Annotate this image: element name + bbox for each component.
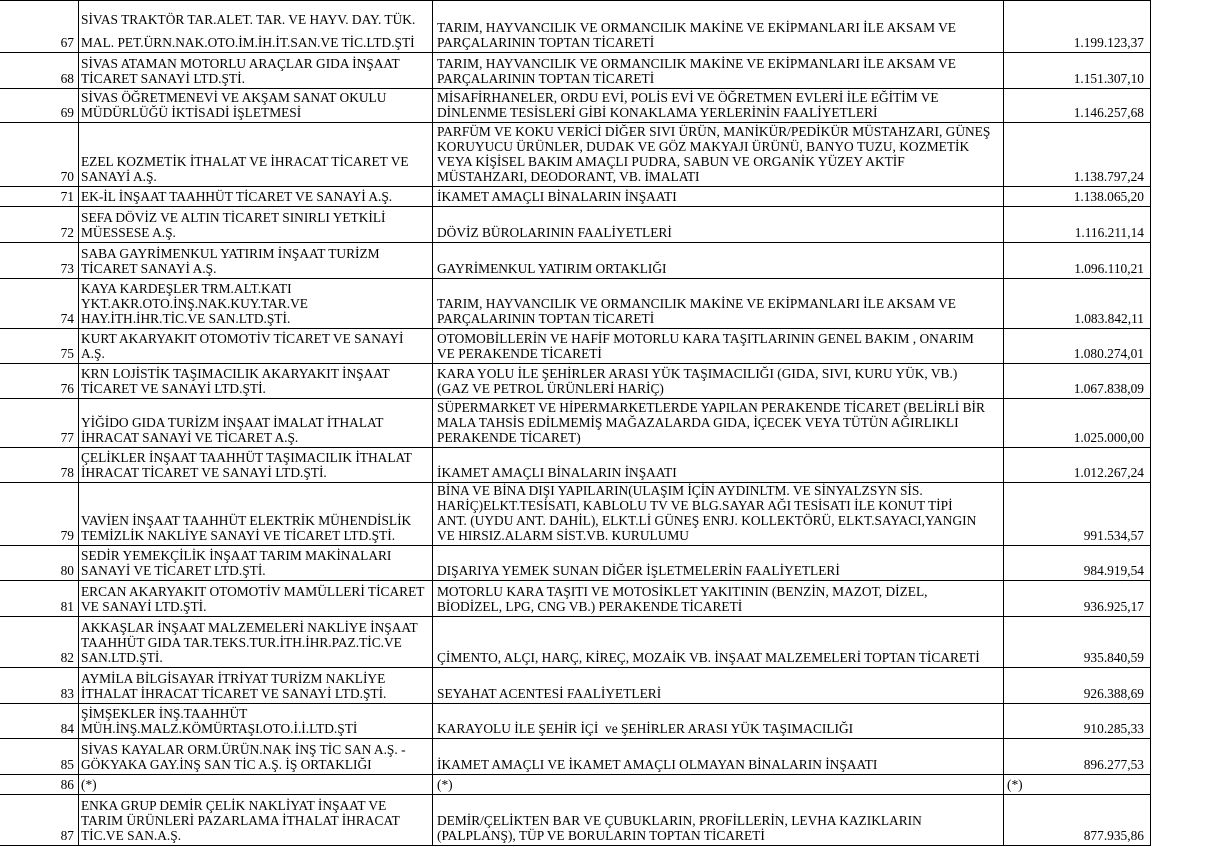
activity-line: MALA TAHSİS EDİLMEMİŞ MAĞAZALARDA GIDA, İÇECEK VEYA TÜTÜN AĞIRLIKLI: [437, 415, 959, 430]
amount-cell: [1004, 581, 1151, 616]
company-name-cell: [79, 795, 433, 845]
rank-number: 68: [60, 71, 74, 86]
rank-number: 74: [60, 311, 74, 326]
activity-line: TARIM, HAYVANCILIK VE ORMANCILIK MAKİNE VE EKİPMANLARI İLE AKSAM VE: [437, 296, 956, 311]
amount-cell: [1004, 207, 1151, 242]
activity-cell: [433, 775, 1004, 794]
activity-line: BİNA VE BİNA DIŞI YAPILARIN(ULAŞIM İÇİN AYDINLTM. VE SİNYALZSYN SİS.: [437, 483, 923, 498]
table-row: [0, 1, 1151, 53]
company-name-line: AKKAŞLAR İNŞAAT MALZEMELERİ NAKLİYE İNŞAAT: [81, 620, 418, 635]
company-name-line: SANAYİ A.Ş.: [81, 169, 157, 184]
amount-value: 1.080.274,01: [1073, 346, 1144, 361]
table-row: [0, 187, 1151, 207]
company-name-cell: [79, 617, 433, 667]
rank-number: 70: [60, 169, 74, 184]
amount-cell: [1004, 89, 1151, 122]
table-row: [0, 483, 1151, 546]
amount-cell: [1004, 187, 1151, 206]
company-name-cell: [79, 187, 433, 206]
company-name-line: EK-İL İNŞAAT TAAHHÜT TİCARET VE SANAYİ A.Ş.: [81, 189, 393, 204]
activity-line: KARAYOLU İLE ŞEHİR İÇİ ve ŞEHİRLER ARASI YÜK TAŞIMACILIĞI: [437, 721, 854, 736]
activity-cell: [433, 123, 1004, 186]
amount-value: 1.138.065,20: [1073, 189, 1144, 204]
table-row: [0, 89, 1151, 123]
amount-cell: [1004, 329, 1151, 363]
activity-line: MOTORLU KARA TAŞITI VE MOTOSİKLET YAKITININ (BENZİN, MAZOT, DİZEL,: [437, 584, 928, 599]
rank-number: 71: [60, 189, 74, 204]
table-row: [0, 364, 1151, 399]
amount-value: 1.116.211,14: [1074, 225, 1144, 240]
table-row: [0, 123, 1151, 187]
table-row: [0, 704, 1151, 739]
rank-cell: [0, 187, 79, 206]
company-name-cell: [79, 243, 433, 278]
activity-line: (PALPLANŞ), TÜP VE BORULARIN TOPTAN TİCARETİ: [437, 828, 765, 843]
rank-number: 67: [60, 35, 74, 50]
rank-cell: [0, 207, 79, 242]
activity-cell: [433, 795, 1004, 845]
rank-cell: [0, 364, 79, 398]
activity-line: VE HIRSIZ.ALARM SİST.VB. KURULUMU: [437, 528, 689, 543]
company-name-line: MAL. PET.ÜRN.NAK.OTO.İM.İH.İT.SAN.VE TİC.LTD.ŞTİ: [81, 35, 415, 50]
rank-cell: [0, 739, 79, 774]
rank-number: 82: [60, 650, 74, 665]
company-name-line: ERCAN AKARYAKIT OTOMOTİV MAMÜLLERİ TİCARET: [81, 584, 425, 599]
company-name-line: SİVAS TRAKTÖR TAR.ALET. TAR. VE HAYV. DAY. TÜK.: [81, 12, 416, 27]
rank-cell: [0, 53, 79, 88]
company-name-line: YKT.AKR.OTO.İNŞ.NAK.KUY.TAR.VE: [81, 296, 308, 311]
activity-line: PARÇALARININ TOPTAN TİCARETİ: [437, 71, 655, 86]
amount-value: 1.151.307,10: [1073, 71, 1144, 86]
amount-cell: [1004, 739, 1151, 774]
table-row: [0, 581, 1151, 617]
rank-cell: [0, 581, 79, 616]
amount-value: 877.935,86: [1083, 828, 1144, 843]
activity-cell: [433, 617, 1004, 667]
rank-cell: [0, 279, 79, 328]
company-name-line: TEMİZLİK NAKLİYE SANAYİ VE TİCARET LTD.ŞTİ.: [81, 528, 396, 543]
company-name-line: YİĞİDO GIDA TURİZM İNŞAAT İMALAT İTHALAT: [81, 415, 384, 430]
company-name-line: AYMİLA BİLGİSAYAR İTRİYAT TURİZM NAKLİYE: [81, 671, 386, 686]
company-name-line: ÇELİKLER İNŞAAT TAAHHÜT TAŞIMACILIK İTHALAT: [81, 450, 412, 465]
amount-value: 991.534,57: [1083, 528, 1144, 543]
rank-number: 84: [60, 721, 74, 736]
amount-value: (*): [1007, 777, 1023, 792]
table-row: [0, 546, 1151, 581]
amount-cell: [1004, 668, 1151, 703]
activity-cell: [433, 704, 1004, 738]
activity-line: GAYRİMENKUL YATIRIM ORTAKLIĞI: [437, 261, 667, 276]
amount-cell: [1004, 1, 1151, 52]
table-row: [0, 53, 1151, 89]
activity-cell: [433, 243, 1004, 278]
activity-line: PARFÜM VE KOKU VERİCİ DİĞER SIVI ÜRÜN, MANİKÜR/PEDİKÜR MÜSTAHZARI, GÜNEŞ: [437, 124, 991, 139]
activity-line: (GAZ VE PETROL ÜRÜNLERİ HARİÇ): [437, 381, 664, 396]
rank-cell: [0, 399, 79, 447]
rank-cell: [0, 123, 79, 186]
company-name-line: TİC.VE SAN.A.Ş.: [81, 828, 182, 843]
amount-cell: [1004, 399, 1151, 447]
activity-line: KARA YOLU İLE ŞEHİRLER ARASI YÜK TAŞIMACILIĞI (GIDA, SIVI, KURU YÜK, VB.): [437, 366, 958, 381]
activity-line: DIŞARIYA YEMEK SUNAN DİĞER İŞLETMELERİN FAALİYETLERİ: [437, 563, 840, 578]
activity-cell: [433, 187, 1004, 206]
activity-line: OTOMOBİLLERİN VE HAFİF MOTORLU KARA TAŞITLARININ GENEL BAKIM , ONARIM: [437, 331, 974, 346]
amount-cell: [1004, 483, 1151, 545]
table-row: [0, 668, 1151, 704]
activity-line: TARIM, HAYVANCILIK VE ORMANCILIK MAKİNE VE EKİPMANLARI İLE AKSAM VE: [437, 20, 956, 35]
company-name-line: TİCARET VE SANAYİ LTD.ŞTİ.: [81, 381, 266, 396]
company-name-cell: [79, 399, 433, 447]
amount-value: 935.840,59: [1083, 650, 1144, 665]
rank-cell: [0, 795, 79, 845]
company-name-cell: [79, 448, 433, 482]
activity-line: İKAMET AMAÇLI BİNALARIN İNŞAATI: [437, 189, 677, 204]
table-row: [0, 617, 1151, 668]
rank-number: 76: [60, 381, 74, 396]
company-name-line: SİVAS ÖĞRETMENEVİ VE AKŞAM SANAT OKULU: [81, 90, 387, 105]
rank-number: 81: [60, 599, 74, 614]
amount-cell: [1004, 123, 1151, 186]
company-name-line: MÜH.İNŞ.MALZ.KÖMÜRTAŞI.OTO.İ.İ.LTD.ŞTİ: [81, 721, 358, 736]
activity-cell: [433, 89, 1004, 122]
rank-cell: [0, 483, 79, 545]
table-row: [0, 329, 1151, 364]
company-name-line: ŞİMŞEKLER İNŞ.TAAHHÜT: [81, 706, 248, 721]
company-name-line: SİVAS KAYALAR ORM.ÜRÜN.NAK İNŞ TİC SAN A.Ş. -: [81, 742, 406, 757]
company-name-cell: [79, 364, 433, 398]
rank-cell: [0, 1, 79, 52]
company-name-line: EZEL KOZMETİK İTHALAT VE İHRACAT TİCARET VE: [81, 154, 409, 169]
company-name-line: TİCARET SANAYİ A.Ş.: [81, 261, 217, 276]
company-name-cell: [79, 668, 433, 703]
table-row: [0, 739, 1151, 775]
company-name-cell: [79, 483, 433, 545]
rank-number: 86: [60, 777, 74, 792]
company-name-line: VE SANAYİ LTD.ŞTİ.: [81, 599, 207, 614]
activity-cell: [433, 279, 1004, 328]
company-name-line: MÜESSESE A.Ş.: [81, 225, 176, 240]
company-name-cell: [79, 123, 433, 186]
company-name-cell: [79, 329, 433, 363]
company-name-cell: [79, 704, 433, 738]
activity-line: HARİÇ)ELKT.TESİSATI, KABLOLU TV VE BLG.SAYAR AĞI TESİSATI İLE KONUT TİPİ: [437, 498, 953, 513]
activity-line: İKAMET AMAÇLI VE İKAMET AMAÇLI OLMAYAN BİNALARIN İNŞAATI: [437, 757, 878, 772]
activity-line: ANT. (UYDU ANT. DAHİL), ELKT.Lİ GÜNEŞ ENRJ. KOLLEKTÖRÜ, ELKT.SAYACI,YANGIN: [437, 513, 977, 528]
activity-cell: [433, 364, 1004, 398]
company-name-line: KAYA KARDEŞLER TRM.ALT.KATI: [81, 281, 292, 296]
company-name-line: SANAYİ VE TİCARET LTD.ŞTİ.: [81, 563, 266, 578]
company-name-cell: [79, 546, 433, 580]
company-name-cell: [79, 207, 433, 242]
amount-value: 1.146.257,68: [1073, 105, 1144, 120]
company-name-line: SABA GAYRİMENKUL YATIRIM İNŞAAT TURİZM: [81, 246, 380, 261]
activity-line: SÜPERMARKET VE HİPERMARKETLERDE YAPILAN PERAKENDE TİCARET (BELİRLİ BİR: [437, 400, 985, 415]
company-name-line: KURT AKARYAKIT OTOMOTİV TİCARET VE SANAYİ: [81, 331, 404, 346]
company-name-cell: [79, 1, 433, 52]
activity-line: PARÇALARININ TOPTAN TİCARETİ: [437, 311, 655, 326]
activity-line: PARÇALARININ TOPTAN TİCARETİ: [437, 35, 655, 50]
amount-cell: [1004, 775, 1151, 794]
rank-cell: [0, 668, 79, 703]
company-name-cell: [79, 581, 433, 616]
table-row: [0, 448, 1151, 483]
rank-number: 72: [60, 225, 74, 240]
amount-cell: [1004, 546, 1151, 580]
company-name-line: TİCARET SANAYİ LTD.ŞTİ.: [81, 71, 245, 86]
amount-value: 926.388,69: [1083, 686, 1144, 701]
company-name-line: HAY.İTH.İHR.TİC.VE SAN.LTD.ŞTİ.: [81, 311, 291, 326]
rank-number: 69: [60, 105, 74, 120]
rank-cell: [0, 704, 79, 738]
amount-value: 896.277,53: [1083, 757, 1144, 772]
company-name-cell: [79, 53, 433, 88]
activity-line: DÖVİZ BÜROLARININ FAALİYETLERİ: [437, 225, 672, 240]
company-name-line: SEFA DÖVİZ VE ALTIN TİCARET SINIRLI YETKİLİ: [81, 210, 386, 225]
company-name-line: KRN LOJİSTİK TAŞIMACILIK AKARYAKIT İNŞAAT: [81, 366, 390, 381]
company-name-line: TAAHHÜT GIDA TAR.TEKS.TUR.İTH.İHR.PAZ.TİC.VE: [81, 635, 402, 650]
company-name-line: İHRACAT SANAYİ VE TİCARET A.Ş.: [81, 430, 299, 445]
amount-value: 1.199.123,37: [1073, 35, 1144, 50]
activity-line: SEYAHAT ACENTESİ FAALİYETLERİ: [437, 686, 662, 701]
table-row: [0, 795, 1151, 846]
activity-line: (*): [437, 777, 453, 792]
company-name-line: A.Ş.: [81, 346, 105, 361]
table-row: [0, 207, 1151, 243]
rank-cell: [0, 329, 79, 363]
activity-cell: [433, 739, 1004, 774]
company-name-line: MÜDÜRLÜĞÜ İKTİSADİ İŞLETMESİ: [81, 105, 302, 120]
company-name-line: ENKA GRUP DEMİR ÇELİK NAKLİYAT İNŞAAT VE: [81, 798, 387, 813]
activity-cell: [433, 668, 1004, 703]
amount-cell: [1004, 279, 1151, 328]
amount-value: 1.096.110,21: [1074, 261, 1144, 276]
rank-number: 78: [60, 465, 74, 480]
amount-cell: [1004, 243, 1151, 278]
activity-cell: [433, 546, 1004, 580]
activity-line: İKAMET AMAÇLI BİNALARIN İNŞAATI: [437, 465, 677, 480]
company-name-cell: [79, 89, 433, 122]
company-name-line: SEDİR YEMEKÇİLİK İNŞAAT TARIM MAKİNALARI: [81, 548, 392, 563]
activity-line: DİNLENME TESİSLERİ GİBİ KONAKLAMA YERLERİNİN FAALİYETLERİ: [437, 105, 878, 120]
activity-line: ÇİMENTO, ALÇI, HARÇ, KİREÇ, MOZAİK VB. İNŞAAT MALZEMELERİ TOPTAN TİCARETİ: [437, 650, 980, 665]
activity-line: TARIM, HAYVANCILIK VE ORMANCILIK MAKİNE VE EKİPMANLARI İLE AKSAM VE: [437, 56, 956, 71]
table-row: [0, 399, 1151, 448]
company-name-cell: [79, 775, 433, 794]
rank-cell: [0, 617, 79, 667]
company-name-line: GÖKYAKA GAY.İNŞ SAN TİC A.Ş. İŞ ORTAKLIĞI: [81, 757, 372, 772]
rank-cell: [0, 243, 79, 278]
activity-cell: [433, 329, 1004, 363]
activity-cell: [433, 53, 1004, 88]
table-row: [0, 775, 1151, 795]
amount-value: 1.083.842,11: [1074, 311, 1144, 326]
activity-cell: [433, 1, 1004, 52]
company-name-line: SAN.LTD.ŞTİ.: [81, 650, 163, 665]
rank-number: 79: [60, 528, 74, 543]
rank-number: 77: [60, 430, 74, 445]
rank-number: 87: [60, 828, 74, 843]
amount-value: 910.285,33: [1083, 721, 1144, 736]
activity-line: MÜSTAHZARI, DEODORANT, VB. İMALATI: [437, 169, 700, 184]
rank-number: 83: [60, 686, 74, 701]
amount-value: 1.012.267,24: [1073, 465, 1144, 480]
company-name-cell: [79, 739, 433, 774]
amount-value: 984.919,54: [1083, 563, 1144, 578]
activity-line: PERAKENDE TİCARET): [437, 430, 581, 445]
activity-line: MİSAFİRHANELER, ORDU EVİ, POLİS EVİ VE ÖĞRETMEN EVLERİ İLE EĞİTİM VE: [437, 90, 939, 105]
amount-cell: [1004, 617, 1151, 667]
company-name-line: İHRACAT TİCARET VE SANAYİ LTD.ŞTİ.: [81, 465, 327, 480]
rank-number: 85: [60, 757, 74, 772]
activity-cell: [433, 207, 1004, 242]
activity-line: VE PERAKENDE TİCARETİ: [437, 346, 602, 361]
rank-cell: [0, 546, 79, 580]
company-name-cell: [79, 279, 433, 328]
company-name-line: İTHALAT İHRACAT TİCARET VE SANAYİ LTD.ŞTİ.: [81, 686, 387, 701]
activity-line: BİODİZEL, LPG, CNG VB.) PERAKENDE TİCARETİ: [437, 599, 743, 614]
company-name-line: (*): [81, 777, 97, 792]
rank-cell: [0, 89, 79, 122]
table-row: [0, 243, 1151, 279]
activity-line: DEMİR/ÇELİKTEN BAR VE ÇUBUKLARIN, PROFİLLERİN, LEVHA KAZIKLARIN: [437, 813, 922, 828]
amount-cell: [1004, 448, 1151, 482]
amount-cell: [1004, 795, 1151, 845]
activity-cell: [433, 483, 1004, 545]
activity-line: VEYA KİŞİSEL BAKIM AMAÇLI PUDRA, SABUN VE ORGANİK YÜZEY AKTİF: [437, 154, 905, 169]
rank-cell: [0, 448, 79, 482]
activity-cell: [433, 399, 1004, 447]
activity-cell: [433, 581, 1004, 616]
amount-value: 1.025.000,00: [1073, 430, 1144, 445]
activity-line: KORUYUCU ÜRÜNLER, DUDAK VE GÖZ MAKYAJI ÜRÜNÜ, BANYO TUZU, KOZMETİK: [437, 139, 970, 154]
amount-value: 936.925,17: [1083, 599, 1144, 614]
amount-value: 1.067.838,09: [1073, 381, 1144, 396]
amount-cell: [1004, 364, 1151, 398]
rank-number: 75: [60, 346, 74, 361]
company-name-line: TARIM ÜRÜNLERİ PAZARLAMA İTHALAT İHRACAT: [81, 813, 400, 828]
rank-number: 73: [60, 261, 74, 276]
rank-number: 80: [60, 563, 74, 578]
company-name-line: SİVAS ATAMAN MOTORLU ARAÇLAR GIDA İNŞAAT: [81, 56, 400, 71]
amount-value: 1.138.797,24: [1073, 169, 1144, 184]
amount-cell: [1004, 53, 1151, 88]
company-name-line: VAVİEN İNŞAAT TAAHHÜT ELEKTRİK MÜHENDİSLİK: [81, 513, 412, 528]
amount-cell: [1004, 704, 1151, 738]
rank-cell: [0, 775, 79, 794]
table-row: [0, 279, 1151, 329]
activity-cell: [433, 448, 1004, 482]
